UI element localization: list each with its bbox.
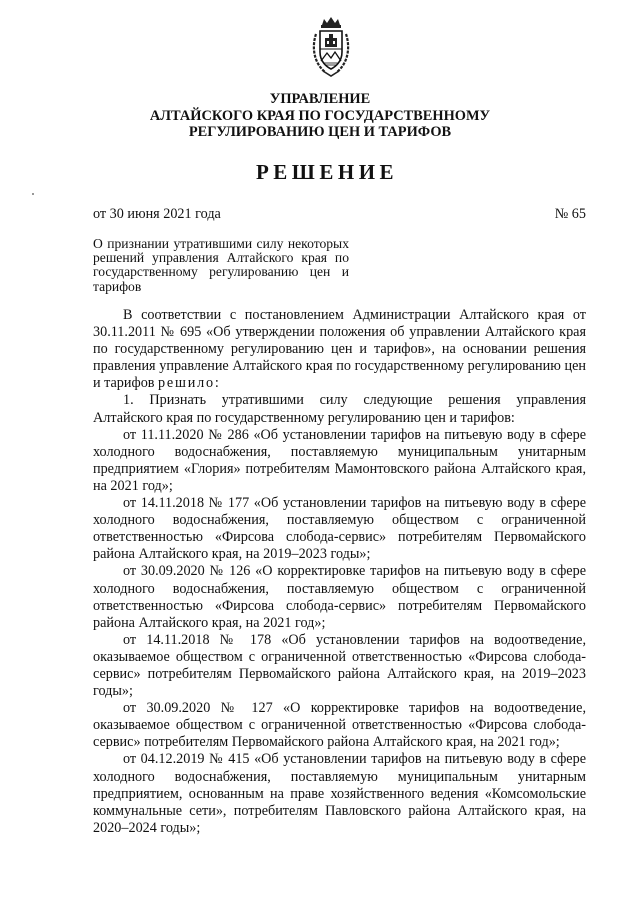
document-body bbox=[93, 307, 586, 837]
issuer-line-1: УПРАВЛЕНИЕ bbox=[269, 91, 371, 107]
decision-item: от 30.09.2020 № 127 «О корректировке тарифов на водоотведение, оказываемое обществом с ограниченной ответственностью «Фирсова слобода-сервис» потребителям Первомайского района Алтайского края, на 2021 год»; bbox=[93, 700, 586, 751]
preamble-end: : bbox=[214, 375, 219, 392]
decision-item: от 14.11.2018 № 178 «Об установлении тарифов на водоотведение, оказываемое обществом с ограниченной ответственностью «Фирсова слобода-сервис» потребителям Первомайского района Алтайского края, на 2019–2023 годы»; bbox=[93, 631, 586, 700]
date-number-row bbox=[93, 205, 586, 223]
scan-speck bbox=[32, 193, 34, 195]
issuer-header bbox=[0, 91, 640, 141]
document-date: от 30 июня 2021 года bbox=[93, 206, 221, 222]
preamble-paragraph bbox=[93, 307, 586, 392]
decision-item: 1. Признать утратившими силу следующие решения управления Алтайского края по государственному регулированию цен и тарифов: bbox=[93, 392, 586, 426]
document-subject: О признании утратившими силу некоторых решений управления Алтайского края по государственному регулированию цен и тарифов bbox=[93, 236, 349, 294]
decision-item: от 30.09.2020 № 126 «О корректировке тарифов на питьевую воду в сфере холодного водоснабжения, поставляемую обществом с ограниченной ответственностью «Фирсова слобода-сервис» потребителям Первомайского района Алтайского края, на 2021 год»; bbox=[93, 563, 586, 631]
decision-item: от 04.12.2019 № 415 «Об установлении тарифов на питьевую воду в сфере холодного водоснабжения, поставляемую муниципальным унитарным предприятием, основанным на праве хозяйственного ведения «Комсомольские коммунальные сети», потребителям Павловского района Алтайского края, на 2020–2024 годы»; bbox=[93, 751, 586, 836]
decision-item: от 14.11.2018 № 177 «Об установлении тарифов на питьевую воду в сфере холодного водоснабжения, поставляемую обществом с ограниченной ответственностью «Фирсова слобода-сервис» потребителям Первомайского района Алтайского края, на 2019–2023 годы»; bbox=[93, 495, 586, 563]
decision-keyword: решило bbox=[158, 375, 215, 392]
decision-item: от 11.11.2020 № 286 «Об установлении тарифов на питьевую воду в сфере холодного водоснабжения, поставляемую муниципальным унитарным предприятием «Глория» потребителям Мамонтовского района Алтайского края, на 2021 год»; bbox=[93, 426, 586, 494]
document-title: РЕШЕНИЕ bbox=[255, 160, 399, 184]
document-number: № 65 bbox=[554, 206, 586, 222]
issuer-line-3: РЕГУЛИРОВАНИЮ ЦЕН И ТАРИФОВ bbox=[188, 124, 452, 140]
issuer-line-2: АЛТАЙСКОГО КРАЯ ПО ГОСУДАРСТВЕННОМУ bbox=[149, 107, 491, 124]
altai-krai-coat-of-arms-icon bbox=[309, 16, 353, 78]
preamble-text: В соответствии с постановлением Администрации Алтайского края от 30.11.2011 № 695 «Об утверждении положения об управлении Алтайского края по государственному регулированию цен и тарифов», на основании решения правления управление Алтайского края по государственному регулированию цен и тарифов bbox=[93, 307, 586, 392]
